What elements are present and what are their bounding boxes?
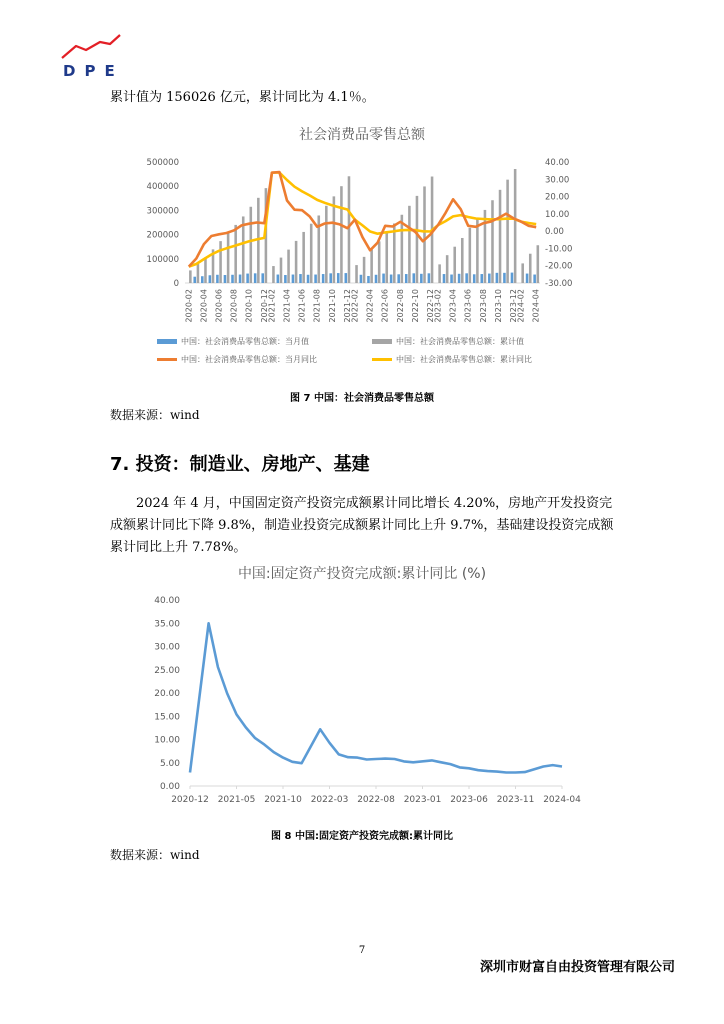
bar-cumulative-value xyxy=(363,257,366,283)
x-tick-label: 2021-06 xyxy=(297,289,307,323)
chart2-title: 中国:固定资产投资完成额:累计同比 (%) xyxy=(237,566,487,582)
x-tick-label: 2020-08 xyxy=(229,289,239,323)
bar-cumulative-value xyxy=(310,224,313,283)
y-right-tick-label: 0.00 xyxy=(545,227,564,238)
y-tick-label: 15.00 xyxy=(154,712,180,723)
bar-monthly-value xyxy=(526,274,529,283)
bar-monthly-value xyxy=(246,274,249,283)
legend-swatch xyxy=(372,358,392,361)
bar-monthly-value xyxy=(390,275,393,283)
bar-monthly-value xyxy=(277,275,280,283)
bar-monthly-value xyxy=(329,273,332,283)
y-tick-label: 10.00 xyxy=(154,735,180,746)
bar-cumulative-value xyxy=(340,186,343,283)
y-left-tick-label: 400000 xyxy=(146,182,179,193)
x-tick-label: 2022-06 xyxy=(380,289,390,323)
bar-cumulative-value xyxy=(378,241,381,283)
legend-swatch xyxy=(157,339,177,344)
x-tick-label: 2023-04 xyxy=(448,289,458,323)
bar-monthly-value xyxy=(375,275,378,283)
bar-monthly-value xyxy=(284,275,287,283)
x-tick-label: 2022-08 xyxy=(357,795,395,805)
bar-cumulative-value xyxy=(416,196,419,283)
chart2-source: 数据来源：wind xyxy=(110,848,200,862)
bar-cumulative-value xyxy=(476,219,479,283)
bar-monthly-value xyxy=(360,275,363,283)
bar-cumulative-value xyxy=(219,241,222,283)
y-right-tick-label: 10.00 xyxy=(545,209,570,220)
legend-item-monthly-value xyxy=(157,336,309,347)
y-tick-label: 5.00 xyxy=(159,758,180,769)
x-tick-label: 2022-02 xyxy=(350,289,360,323)
bar-monthly-value xyxy=(443,274,446,283)
x-tick-label: 2021-10 xyxy=(327,289,337,323)
bar-cumulative-value xyxy=(506,180,509,283)
x-tick-label: 2021-10 xyxy=(264,795,302,805)
bar-cumulative-value xyxy=(227,233,230,283)
bar-monthly-value xyxy=(231,275,234,283)
y-tick-label: 30.00 xyxy=(154,642,180,653)
x-tick-label: 2024-04 xyxy=(543,795,581,805)
bar-cumulative-value xyxy=(333,196,336,283)
bar-monthly-value xyxy=(428,273,431,283)
intro-line: 累计值为 156026 亿元，累计同比为 4.1％。 xyxy=(110,90,375,105)
x-tick-label: 2022-12 xyxy=(425,289,435,323)
chart1-caption: 图 7 中国：社会消费品零售总额 xyxy=(290,393,434,404)
bar-cumulative-value xyxy=(272,266,275,283)
y-tick-label: 35.00 xyxy=(154,619,180,630)
x-tick-label: 2022-10 xyxy=(410,289,420,323)
y-tick-label: 40.00 xyxy=(154,596,180,606)
legend-item-cumulative-yoy xyxy=(372,354,532,365)
bar-cumulative-value xyxy=(280,258,283,283)
bar-monthly-value xyxy=(465,273,468,283)
y-right-tick-label: -20.00 xyxy=(545,261,573,272)
x-tick-label: 2023-06 xyxy=(450,795,488,805)
x-tick-label: 2021-12 xyxy=(342,289,352,323)
bar-cumulative-value xyxy=(446,255,449,283)
chart2-plot xyxy=(140,590,590,812)
section-heading: 7. 投资：制造业、房地产、基建 xyxy=(110,454,370,475)
bar-monthly-value xyxy=(292,275,295,283)
logo-text: DPE xyxy=(63,62,124,80)
x-tick-label: 2021-02 xyxy=(267,289,277,323)
legend-item-monthly-yoy xyxy=(157,354,317,365)
y-right-tick-label: 20.00 xyxy=(545,192,570,203)
bar-cumulative-value xyxy=(348,176,351,283)
bar-cumulative-value xyxy=(491,200,494,283)
legend-swatch xyxy=(372,339,392,344)
bar-monthly-value xyxy=(458,274,461,283)
chart2-caption: 图 8 中国:固定资产投资完成额:累计同比 xyxy=(271,831,453,842)
y-right-tick-label: -30.00 xyxy=(545,279,573,289)
bar-cumulative-value xyxy=(325,206,328,283)
bar-monthly-value xyxy=(397,274,400,283)
bar-monthly-value xyxy=(511,273,514,283)
x-tick-label: 2024-02 xyxy=(516,289,526,323)
y-tick-label: 20.00 xyxy=(154,689,180,699)
bar-cumulative-value xyxy=(408,206,411,283)
bar-cumulative-value xyxy=(438,264,441,283)
bar-cumulative-value xyxy=(537,245,540,283)
bar-monthly-value xyxy=(503,273,506,283)
bar-monthly-value xyxy=(473,274,476,283)
y-left-tick-label: 100000 xyxy=(146,254,179,265)
bar-monthly-value xyxy=(201,276,204,283)
bar-cumulative-value xyxy=(234,225,237,283)
bar-monthly-value xyxy=(314,275,317,283)
x-tick-label: 2021-05 xyxy=(217,795,256,805)
page-number: 7 xyxy=(358,945,366,956)
bar-monthly-value xyxy=(261,273,264,283)
legend-label: 中国：社会消费品零售总额：累计值 xyxy=(396,337,524,346)
legend-swatch xyxy=(157,358,177,361)
company-logo xyxy=(60,32,124,60)
bar-monthly-value xyxy=(322,274,325,283)
bar-monthly-value xyxy=(216,275,219,283)
bar-cumulative-value xyxy=(355,265,358,283)
bar-monthly-value xyxy=(345,273,348,283)
y-tick-label: 25.00 xyxy=(154,665,180,676)
bar-monthly-value xyxy=(480,274,483,283)
legend-label: 中国：社会消费品零售总额：当月值 xyxy=(181,337,309,346)
footer-company-name: 深圳市财富自由投资管理有限公司 xyxy=(480,960,676,975)
bar-cumulative-value xyxy=(469,228,472,283)
x-tick-label: 2020-10 xyxy=(244,289,254,323)
bar-cumulative-value xyxy=(370,250,373,283)
legend-label: 中国：社会消费品零售总额：当月同比 xyxy=(181,355,317,364)
x-tick-label: 2020-12 xyxy=(259,289,269,323)
x-tick-label: 2020-04 xyxy=(199,289,209,323)
bar-monthly-value xyxy=(224,275,227,283)
bar-cumulative-value xyxy=(499,190,502,283)
x-tick-label: 2024-04 xyxy=(531,289,541,323)
bar-monthly-value xyxy=(209,275,212,283)
bar-monthly-value xyxy=(337,273,340,283)
bar-monthly-value xyxy=(488,274,491,283)
bar-cumulative-value xyxy=(521,263,524,283)
y-left-tick-label: 500000 xyxy=(146,158,179,168)
x-tick-label: 2021-04 xyxy=(282,289,292,323)
x-tick-label: 2023-11 xyxy=(496,795,535,805)
bar-cumulative-value xyxy=(514,169,517,283)
bar-cumulative-value xyxy=(204,257,207,283)
y-right-tick-label: 40.00 xyxy=(545,158,570,168)
bar-monthly-value xyxy=(405,274,408,283)
x-tick-label: 2023-02 xyxy=(433,289,443,323)
y-left-tick-label: 200000 xyxy=(146,230,179,241)
bar-monthly-value xyxy=(533,275,536,283)
chart1-source: 数据来源：wind xyxy=(110,408,200,422)
chart1-title: 社会消费品零售总额 xyxy=(299,127,425,143)
bar-monthly-value xyxy=(367,276,370,283)
y-right-tick-label: 30.00 xyxy=(545,175,570,186)
bar-monthly-value xyxy=(193,277,196,283)
x-tick-label: 2020-06 xyxy=(214,289,224,323)
x-tick-label: 2022-03 xyxy=(310,795,349,805)
x-tick-label: 2020-02 xyxy=(184,289,194,323)
body-paragraph: 2024 年 4 月，中国固定资产投资完成额累计同比增长 4.20%，房地产开发投资完成额累计同比下降 9.8%，制造业投资完成额累计同比上升 9.7%，基础建设投资完成额累计同比上升 7.78%。 xyxy=(110,496,614,555)
x-tick-label: 2023-01 xyxy=(403,795,442,805)
bar-cumulative-value xyxy=(453,247,456,283)
bar-cumulative-value xyxy=(189,270,192,283)
bar-monthly-value xyxy=(496,273,499,283)
bar-cumulative-value xyxy=(484,210,487,283)
bar-cumulative-value xyxy=(295,241,298,283)
bar-cumulative-value xyxy=(302,232,305,283)
legend-label: 中国：社会消费品零售总额：累计同比 xyxy=(396,355,532,364)
x-tick-label: 2022-04 xyxy=(365,289,375,323)
bar-cumulative-value xyxy=(287,250,290,283)
bar-monthly-value xyxy=(307,275,310,283)
x-tick-label: 2023-08 xyxy=(478,289,488,323)
bar-cumulative-value xyxy=(423,186,426,283)
x-tick-label: 2021-08 xyxy=(312,289,322,323)
bar-monthly-value xyxy=(420,274,423,283)
y-left-tick-label: 0 xyxy=(173,279,179,289)
bar-cumulative-value xyxy=(385,232,388,283)
bar-monthly-value xyxy=(382,274,385,283)
bar-monthly-value xyxy=(299,274,302,283)
line-fixed-asset-investment-yoy xyxy=(190,623,562,772)
x-tick-label: 2023-12 xyxy=(509,289,519,323)
bar-monthly-value xyxy=(254,273,257,283)
x-tick-label: 2023-06 xyxy=(463,289,473,323)
bar-monthly-value xyxy=(239,275,242,283)
y-left-tick-label: 300000 xyxy=(146,206,179,217)
bar-cumulative-value xyxy=(461,238,464,283)
bar-monthly-value xyxy=(450,275,453,283)
bar-cumulative-value xyxy=(250,207,253,283)
x-tick-label: 2022-08 xyxy=(395,289,405,323)
chart1-plot xyxy=(140,148,590,343)
bar-cumulative-value xyxy=(197,264,200,283)
bar-monthly-value xyxy=(413,273,416,283)
legend-item-cumulative-value xyxy=(372,336,524,347)
bar-cumulative-value xyxy=(529,254,532,283)
y-right-tick-label: -10.00 xyxy=(545,244,573,255)
x-tick-label: 2023-10 xyxy=(493,289,503,323)
x-tick-label: 2020-12 xyxy=(171,795,209,805)
y-tick-label: 0.00 xyxy=(159,782,180,792)
